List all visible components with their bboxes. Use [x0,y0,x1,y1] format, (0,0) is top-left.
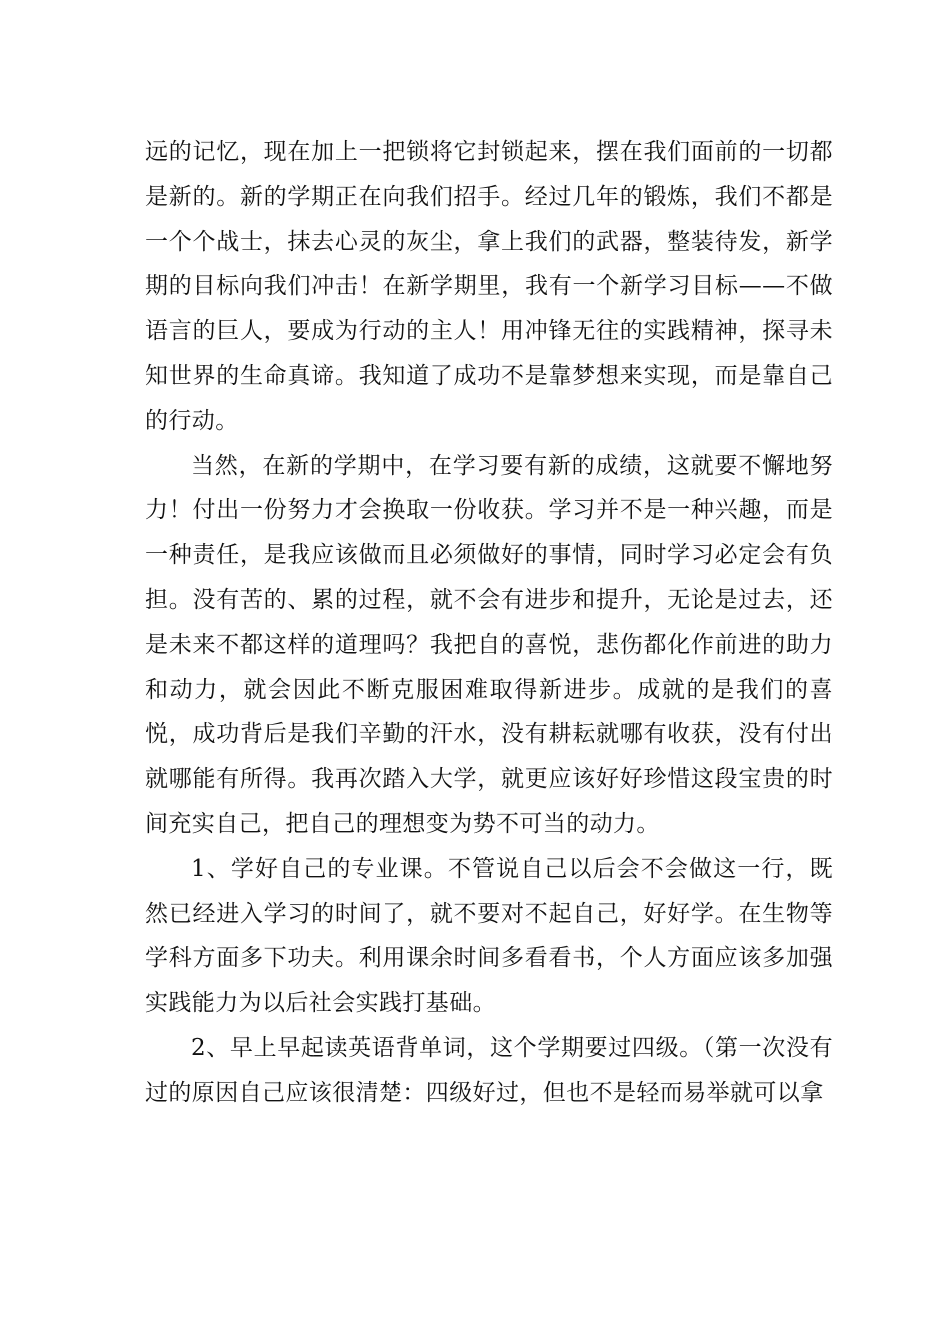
paragraph-continued: 远的记忆，现在加上一把锁将它封锁起来，摆在我们面前的一切都是新的。新的学期正在向我们招手。经过几年的锻炼，我们不都是一个个战士，抹去心灵的灰尘，拿上我们的武器，整装待发，新学期的目标向我们冲击！在新学期里，我有一个新学习目标——不做语言的巨人，要成为行动的主人！用冲锋无往的实践精神，探寻未知世界的生命真谛。我知道了成功不是靠梦想来实现，而是靠自己的行动。 [145,139,833,434]
paragraph-new-semester-effort: 当然，在新的学期中，在学习要有新的成绩，这就要不懈地努力！付出一份努力才会换取一份收获。学习并不是一种兴趣，而是一种责任，是我应该做而且必须做好的事情，同时学习必定会有负担。没有苦的、累的过程，就不会有进步和提升，无论是过去，还是未来不都这样的道理吗？我把自的喜悦，悲伤都化作前进的助力和动力，就会因此不断克服困难取得新进步。成就的是我们的喜悦，成功背后是我们辛勤的汗水，没有耕耘就哪有收获，没有付出就哪能有所得。我再次踏入大学，就更应该好好珍惜这段宝贵的时间充实自己，把自己的理想变为势不可当的动力。 [145,452,833,837]
paragraph-goal-major-courses: 1、学好自己的专业课。不管说自己以后会不会做这一行，既然已经进入学习的时间了，就不要对不起自己，好好学。在生物等学科方面多下功夫。利用课余时间多看看书，个人方面应该多加强实践能力为以后社会实践打基础。 [145,855,833,1017]
document-body [145,130,833,1116]
paragraph-goal-english-cet4: 2、早上早起读英语背单词，这个学期要过四级。（第一次没有过的原因自己应该很清楚：四级好过，但也不是轻而易举就可以拿 [145,1034,833,1106]
